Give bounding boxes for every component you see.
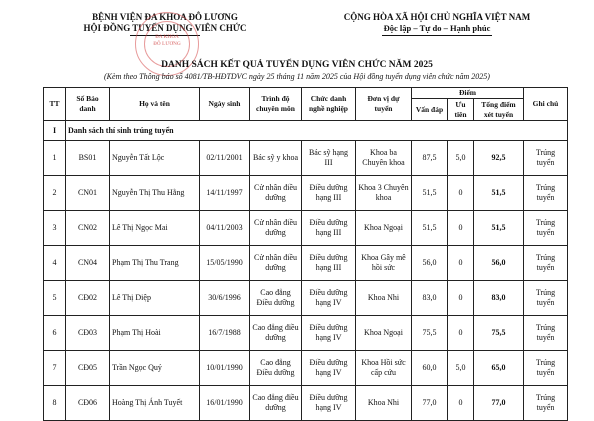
cell-name: Trần Ngọc Quý xyxy=(110,351,200,386)
cell-title: Điều dưỡng hạng III xyxy=(302,246,356,281)
col-header-degree: Trình độ chuyên môn xyxy=(250,88,302,121)
cell-note: Trúng tuyển xyxy=(524,141,568,176)
cell-unit: Khoa Nhi xyxy=(356,386,412,421)
cell-tt: 5 xyxy=(44,281,66,316)
cell-dob: 10/01/1990 xyxy=(200,351,250,386)
cell-degree: Bác sỹ y khoa xyxy=(250,141,302,176)
cell-vandap: 83,0 xyxy=(412,281,448,316)
table-row xyxy=(44,351,568,386)
cell-degree: Cử nhân điều dưỡng xyxy=(250,211,302,246)
cell-unit: Khoa Nhi xyxy=(356,281,412,316)
cell-name: Hoàng Thị Ánh Tuyết xyxy=(110,386,200,421)
col-header-note: Ghi chú xyxy=(524,88,568,121)
cell-sbd: CN04 xyxy=(66,246,110,281)
cell-uutien: 5,0 xyxy=(448,351,474,386)
stamp-text-2: ĐÔ LƯƠNG xyxy=(153,42,181,47)
cell-total: 65,0 xyxy=(474,351,524,386)
cell-vandap: 77,0 xyxy=(412,386,448,421)
cell-uutien: 0 xyxy=(448,386,474,421)
document-subtitle: (Kèm theo Thông báo số 4081/TB-HĐTDVC ngày 25 tháng 11 năm 2025 của Hội đồng tuyển dụng viên chức năm 2025) xyxy=(104,72,490,81)
cell-tt: 3 xyxy=(44,211,66,246)
cell-tt: 2 xyxy=(44,176,66,211)
cell-uutien: 5,0 xyxy=(448,141,474,176)
cell-note: Trúng tuyển xyxy=(524,246,568,281)
cell-degree: Cao đẳng điều dưỡng xyxy=(250,386,302,421)
stamp-text-1: ĐA KHOA xyxy=(155,35,179,40)
cell-dob: 30/6/1996 xyxy=(200,281,250,316)
cell-tt: 7 xyxy=(44,351,66,386)
cell-degree: Cao đẳng Điều dưỡng xyxy=(250,281,302,316)
col-header-score-group: Điểm xyxy=(412,88,524,99)
national-motto: Độc lập – Tự do – Hạnh phúc xyxy=(383,23,491,33)
table-row xyxy=(44,316,568,351)
cell-degree: Cao đẳng Điều dưỡng xyxy=(250,351,302,386)
cell-name: Nguyễn Tất Lộc xyxy=(110,141,200,176)
col-header-dob: Ngày sinh xyxy=(200,88,250,121)
cell-dob: 16/01/1990 xyxy=(200,386,250,421)
hospital-name: BỆNH VIỆN ĐA KHOA ĐÔ LƯƠNG xyxy=(92,12,238,22)
cell-tt: 6 xyxy=(44,316,66,351)
col-header-total: Tổng điểm xét tuyển xyxy=(474,99,524,121)
cell-note: Trúng tuyển xyxy=(524,176,568,211)
cell-uutien: 0 xyxy=(448,246,474,281)
cell-note: Trúng tuyển xyxy=(524,211,568,246)
cell-title: Điều dưỡng hạng III xyxy=(302,176,356,211)
cell-name: Phạm Thị Thu Trang xyxy=(110,246,200,281)
col-header-vandap: Vấn đáp xyxy=(412,99,448,121)
cell-vandap: 87,5 xyxy=(412,141,448,176)
cell-tt: 1 xyxy=(44,141,66,176)
cell-title: Bác sỹ hạng III xyxy=(302,141,356,176)
cell-tt: 4 xyxy=(44,246,66,281)
col-header-title: Chức danh nghề nghiệp xyxy=(302,88,356,121)
cell-dob: 15/05/1990 xyxy=(200,246,250,281)
col-header-sbd: Số Báo danh xyxy=(66,88,110,121)
cell-name: Nguyễn Thị Thu Hằng xyxy=(110,176,200,211)
cell-dob: 04/11/2003 xyxy=(200,211,250,246)
cell-total: 83,0 xyxy=(474,281,524,316)
group-label: Danh sách thí sinh trúng tuyển xyxy=(66,121,568,141)
cell-title: Điều dưỡng hạng IV xyxy=(302,351,356,386)
col-header-uutien: Ưu tiên xyxy=(448,99,474,121)
document-header xyxy=(0,0,594,60)
cell-title: Điều dưỡng hạng IV xyxy=(302,316,356,351)
table-row xyxy=(44,386,568,421)
results-table xyxy=(43,87,568,421)
cell-sbd: CĐ03 xyxy=(66,316,110,351)
cell-title: Điều dưỡng hạng IV xyxy=(302,281,356,316)
cell-unit: Khoa Hồi sức cấp cứu xyxy=(356,351,412,386)
cell-total: 51,5 xyxy=(474,211,524,246)
cell-note: Trúng tuyển xyxy=(524,386,568,421)
group-number: I xyxy=(44,121,66,141)
cell-unit: Khoa Ngoại xyxy=(356,316,412,351)
council-name: HỘI ĐỒNG TUYỂN DỤNG VIÊN CHỨC xyxy=(83,23,247,33)
cell-uutien: 0 xyxy=(448,176,474,211)
cell-note: Trúng tuyển xyxy=(524,351,568,386)
cell-unit: Khoa Ngoại xyxy=(356,211,412,246)
motto-underline xyxy=(382,35,492,36)
cell-vandap: 56,0 xyxy=(412,246,448,281)
cell-sbd: CĐ06 xyxy=(66,386,110,421)
col-header-tt: TT xyxy=(44,88,66,121)
col-header-unit: Đơn vị dự tuyển xyxy=(356,88,412,121)
cell-title: Điều dưỡng hạng IV xyxy=(302,386,356,421)
national-header xyxy=(312,12,562,36)
cell-total: 75,5 xyxy=(474,316,524,351)
cell-sbd: CN02 xyxy=(66,211,110,246)
cell-uutien: 0 xyxy=(448,211,474,246)
cell-uutien: 0 xyxy=(448,281,474,316)
cell-note: Trúng tuyển xyxy=(524,316,568,351)
col-header-name: Họ và tên xyxy=(110,88,200,121)
table-row xyxy=(44,281,568,316)
cell-unit: Khoa Gây mê hồi sức xyxy=(356,246,412,281)
cell-sbd: CĐ05 xyxy=(66,351,110,386)
cell-unit: Khoa ba Chuyên khoa xyxy=(356,141,412,176)
cell-degree: Cử nhân điều dưỡng xyxy=(250,176,302,211)
cell-note: Trúng tuyển xyxy=(524,281,568,316)
nation-name: CỘNG HÒA XÃ HỘI CHỦ NGHĨA VIỆT NAM xyxy=(343,12,531,22)
cell-dob: 14/11/1997 xyxy=(200,176,250,211)
table-row xyxy=(44,141,568,176)
cell-vandap: 60,0 xyxy=(412,351,448,386)
table-row xyxy=(44,176,568,211)
cell-dob: 02/11/2001 xyxy=(200,141,250,176)
cell-total: 92,5 xyxy=(474,141,524,176)
cell-unit: Khoa 3 Chuyên khoa xyxy=(356,176,412,211)
cell-tt: 8 xyxy=(44,386,66,421)
cell-name: Lê Thị Diệp xyxy=(110,281,200,316)
cell-total: 77,0 xyxy=(474,386,524,421)
cell-degree: Cử nhân điều dưỡng xyxy=(250,246,302,281)
cell-total: 56,0 xyxy=(474,246,524,281)
cell-sbd: CN01 xyxy=(66,176,110,211)
cell-degree: Cao đẳng điều dưỡng xyxy=(250,316,302,351)
cell-vandap: 75,5 xyxy=(412,316,448,351)
cell-uutien: 0 xyxy=(448,316,474,351)
cell-total: 51,5 xyxy=(474,176,524,211)
cell-vandap: 51,5 xyxy=(412,176,448,211)
group-row xyxy=(44,121,568,141)
document-title: DANH SÁCH KẾT QUẢ TUYỂN DỤNG VIÊN CHỨC NĂM 2025 xyxy=(161,60,433,70)
cell-title: Điều dưỡng hạng III xyxy=(302,211,356,246)
cell-sbd: CĐ02 xyxy=(66,281,110,316)
cell-name: Lê Thị Ngọc Mai xyxy=(110,211,200,246)
cell-dob: 16/7/1988 xyxy=(200,316,250,351)
cell-sbd: BS01 xyxy=(66,141,110,176)
cell-name: Phạm Thị Hoài xyxy=(110,316,200,351)
cell-vandap: 51,5 xyxy=(412,211,448,246)
table-row xyxy=(44,246,568,281)
table-row xyxy=(44,211,568,246)
